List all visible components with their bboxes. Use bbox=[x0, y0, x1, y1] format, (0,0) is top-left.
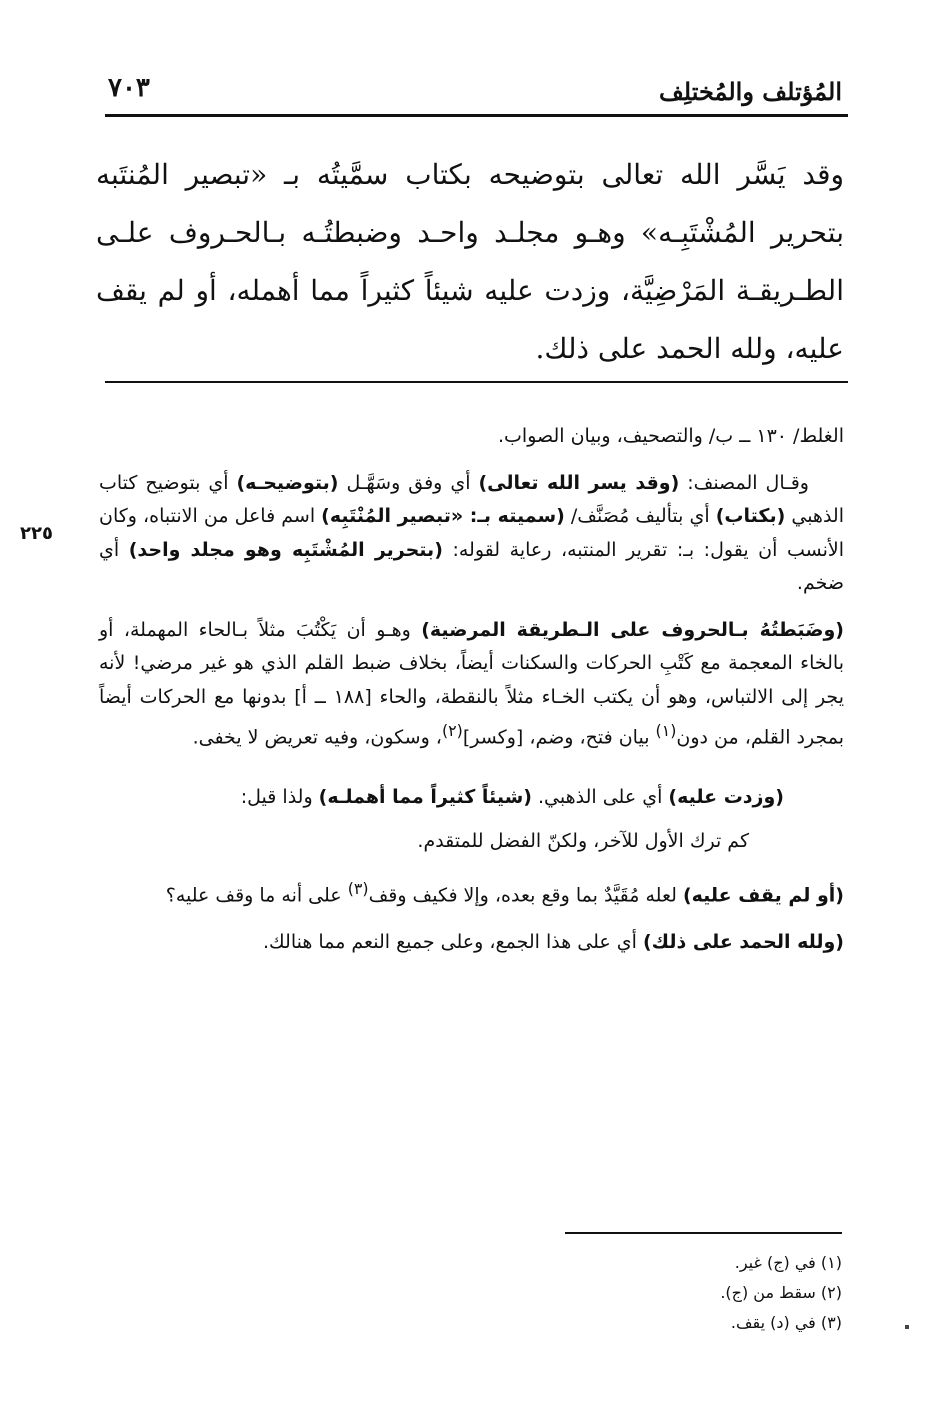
footnote-2: (٢) سقط من (ج). bbox=[720, 1283, 842, 1302]
quoted-saying: كم ترك الأول للآخر، ولكنّ الفضل للمتقدم. bbox=[417, 830, 749, 853]
commentary-text bbox=[99, 420, 844, 959]
commentary-paragraph-5: (أو لم يقف عليه) لعله مُقَيَّدٌ بما وقع بعده، وإلا فكيف وقف$^{(٣)}$ على أنه ما وقف عليه؟ bbox=[165, 878, 844, 907]
footnote-ref-2[interactable]: (٢) bbox=[441, 721, 463, 740]
main-text: وقد يَسَّر الله تعالى بتوضيحه بكتاب سمَّيتُه بـ «تبصير المُنتَبه بتحرير المُشْتَبِـه» وهـو مجلـد واحـد وضبطتُـه بـالحـروف علـى الطـريقـة المَرْضِيَّة، وزدت عليه شيئاً كثيراً مما أهمله، أو لم يقف عليه، ولله الحمد على ذلك. bbox=[96, 158, 844, 365]
running-header-title: المُؤتلف والمُختلِف bbox=[658, 77, 842, 106]
commentary-paragraph-3: (وضَبَطتُهُ بـالحروف على الـطريقة المرضية) وهـو أن يَكْتُبَ مثلاً بـالحاء المهملة، أو بالخاء المعجمة مع كَتْبِ الحركات والسكنات أيضاً، بخلاف ضبط القلم الذي هو غير مرضي! لأنه يجر إلى الالتباس، وهو أن يكتب الخـاء مثلاً بالنقطة، والحاء [١٨٨ ــ أ] بدونها مع الحركات أيضاً بمجرد القلم، من دون$^{(١)}$ بيان فتح، وضم، [وكسر]$^{(٢)}$، وسكون، وفيه تعريض لا يخفى. bbox=[99, 618, 844, 749]
commentary-paragraph-1: الغلط/ ١٣٠ ــ ب/ والتصحيف، وبيان الصواب. bbox=[498, 425, 844, 447]
section-divider bbox=[105, 381, 848, 383]
commentary-paragraph-4: (وزدت عليه) أي على الذهبي. (شيئاً كثيراً مما أهملـه) ولذا قيل: bbox=[240, 785, 784, 808]
footnote-3: (٣) في (د) يقف. bbox=[730, 1313, 842, 1332]
footnote-1: (١) في (ج) غير. bbox=[734, 1253, 842, 1272]
scan-speck bbox=[905, 1325, 909, 1329]
footnote-divider bbox=[565, 1232, 842, 1234]
footnote-ref-1[interactable]: (١) bbox=[655, 721, 677, 740]
commentary-paragraph-6: (ولله الحمد على ذلك) أي على هذا الجمع، وعلى جميع النعم مما هنالك. bbox=[263, 930, 844, 953]
header-rule bbox=[105, 114, 848, 117]
commentary-paragraph-2: وقـال المصنف: (وقد يسر الله تعالى) أي وفق وسَهَّـل (بتوضيحـه) أي بتوضيح كتاب الذهبي (بكتاب) أي بتأليف مُصَنَّف/ (سميته بـ: «تبصير المُنْتَبِه) اسم فاعل من الانتباه، وكان الأنسب أن يقول: بـ: تقرير المنتبه، رعاية لقوله: (بتحرير المُشْتَبِه وهو مجلد واحد) أي ضخم. bbox=[99, 471, 844, 594]
page-number: ٧٠٣ bbox=[108, 73, 150, 103]
footnotes bbox=[442, 1248, 842, 1338]
manuscript-folio-number: ٢٢٥ bbox=[20, 523, 53, 544]
footnote-ref-3[interactable]: (٣) bbox=[347, 878, 369, 898]
